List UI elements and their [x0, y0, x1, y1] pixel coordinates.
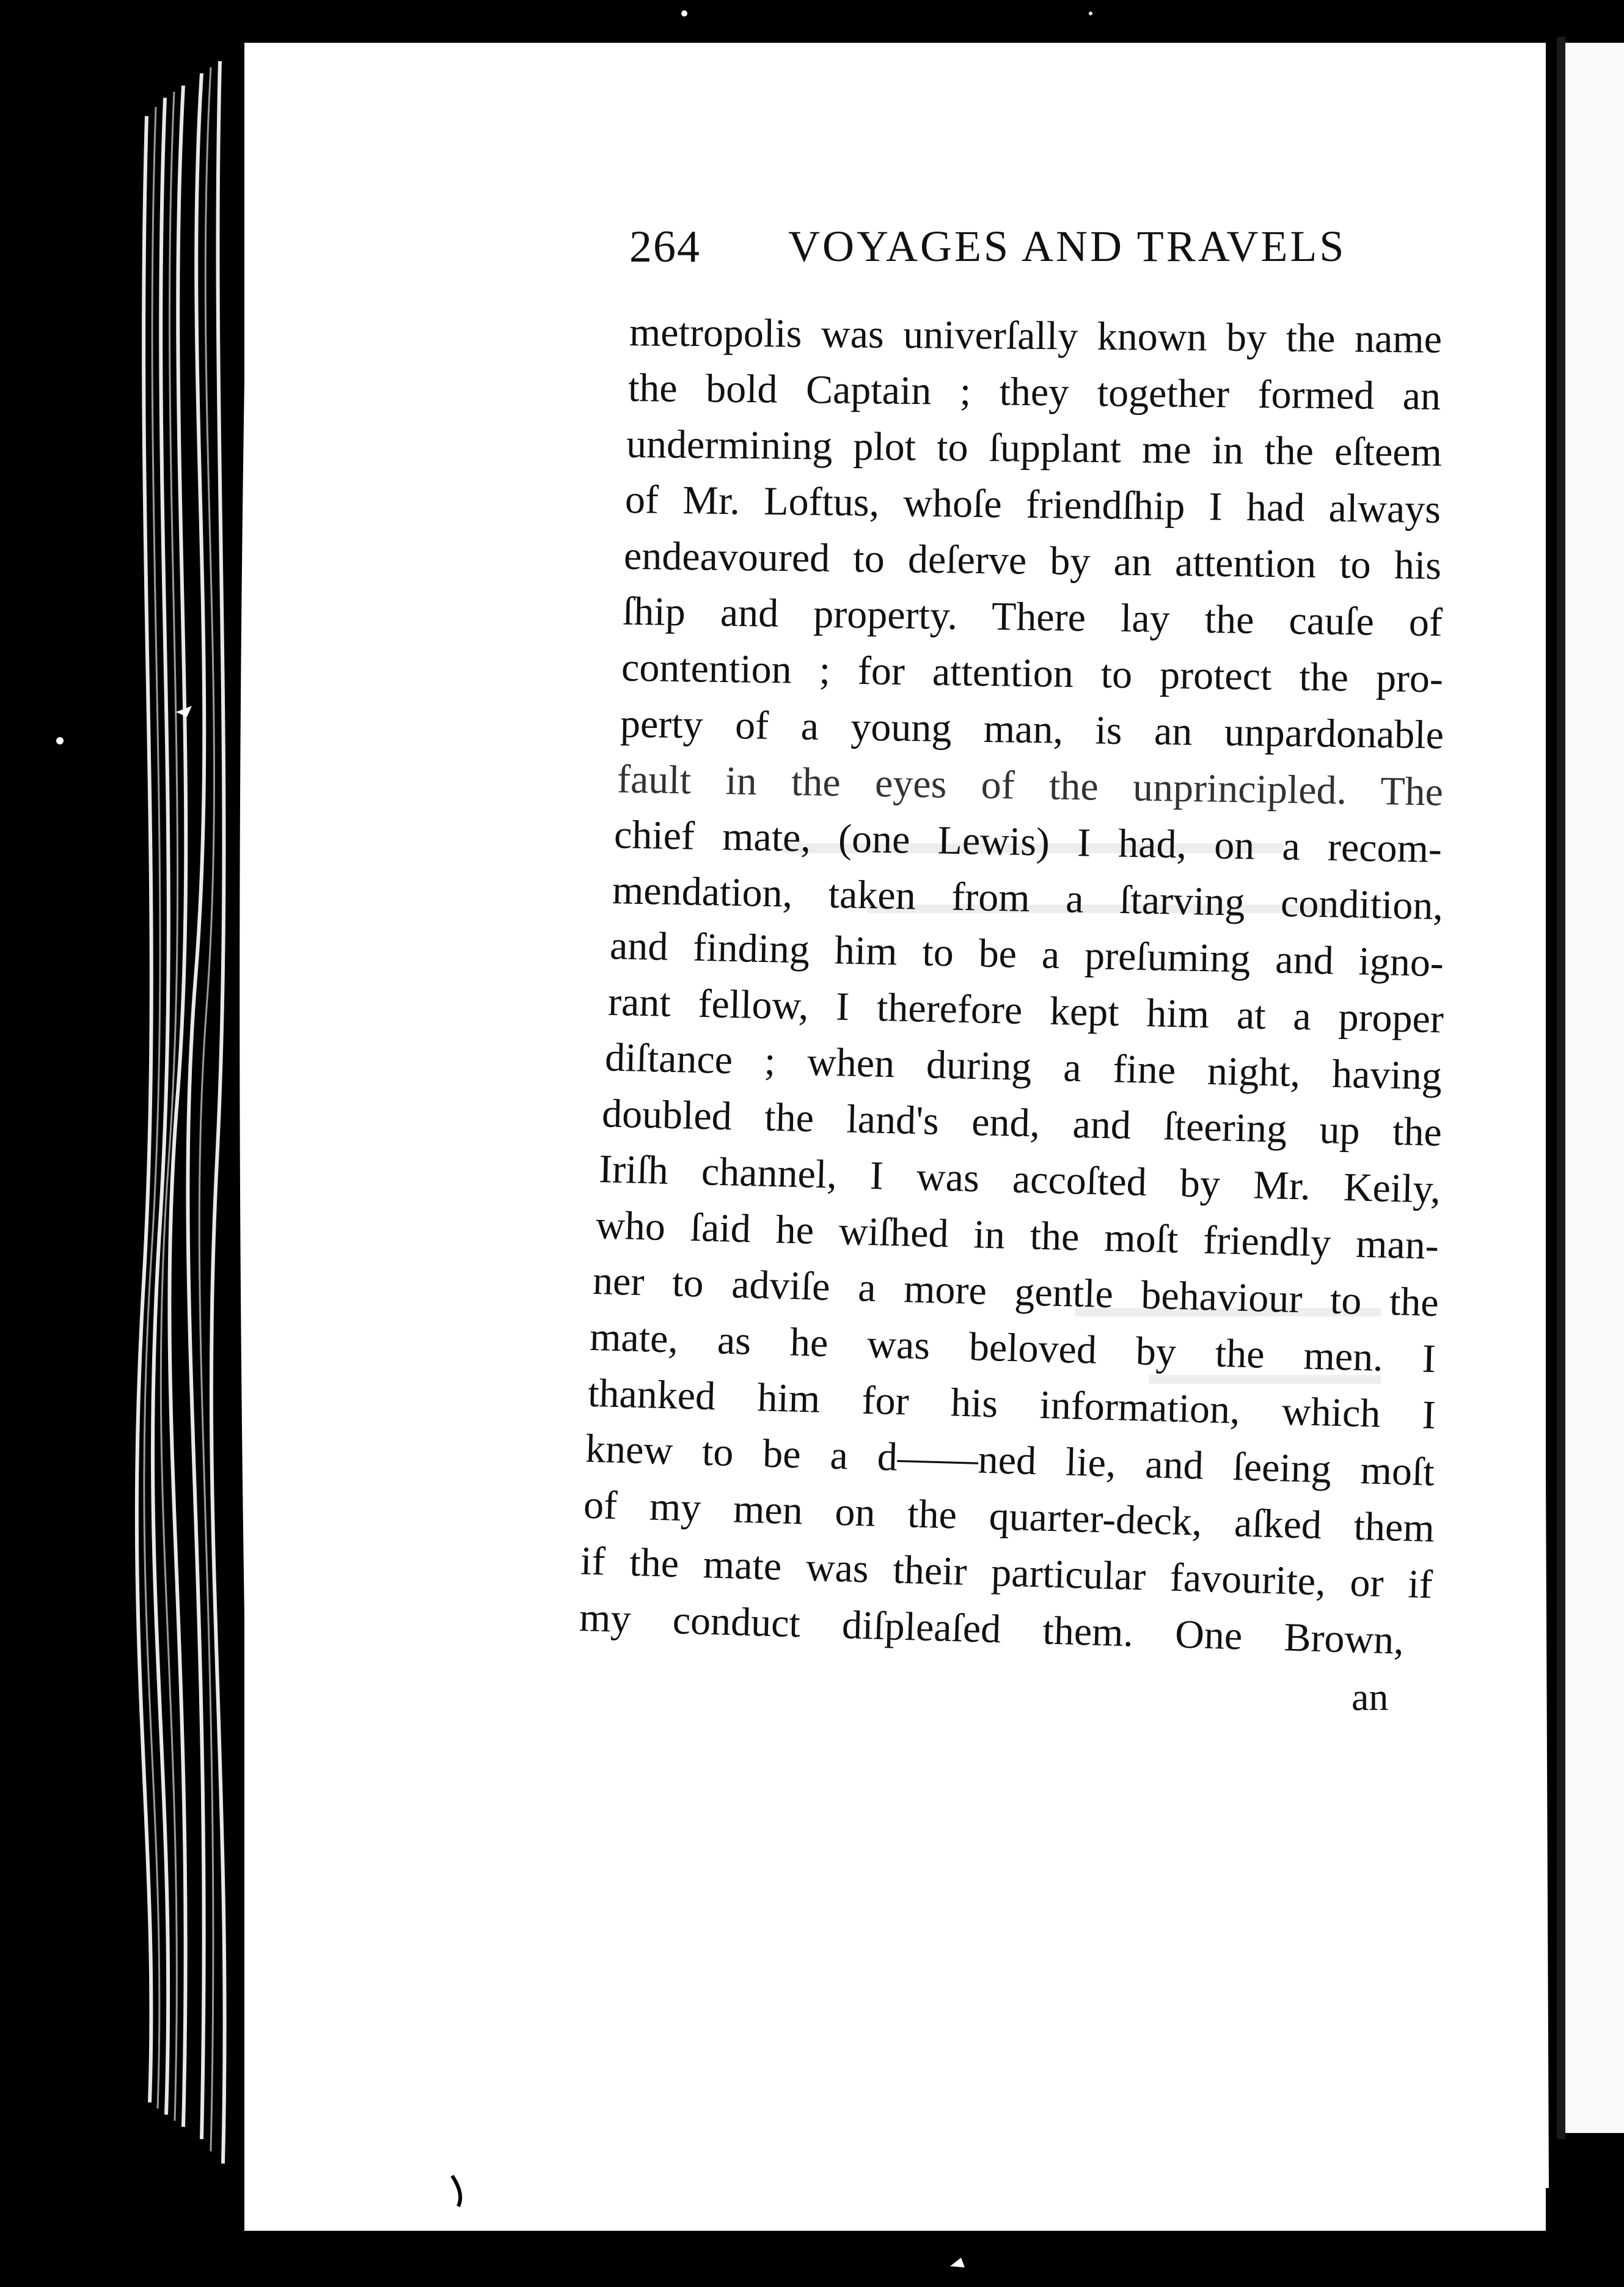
text-line: of my men on the quarter-deck, aſked them [583, 1482, 1435, 1551]
text-line: if the mate was their particular favourite, or if [580, 1538, 1433, 1607]
text-line: contention ; for attention to protect the pro- [621, 645, 1444, 702]
text-line: fault in the eyes of the unprincipled. The [616, 757, 1444, 815]
catchword: an [1352, 1675, 1389, 1719]
text-line: of Mr. Loftus, whoſe friendſhip I had always [624, 477, 1441, 532]
text-line: ner to adviſe a more gentle behaviour to the [592, 1258, 1439, 1326]
text-line: Iriſh channel, I was accoſted by Mr. Keily, [598, 1147, 1441, 1212]
text-line: undermining plot to ſupplant me in the eſteem [626, 422, 1443, 475]
text-line: my conduct diſpleaſed them. One Brown, [579, 1595, 1405, 1663]
text-line: metropolis was univerſally known by the name [629, 310, 1443, 362]
text-line: doubled the land's end, and ſteering up the [601, 1091, 1443, 1155]
text-line: thanked him for his information, which I [587, 1370, 1436, 1438]
text-line: knew to be a d——ned lie, and ſeeing moſt [585, 1426, 1435, 1495]
text-line: who ſaid he wiſhed in the moſt friendly man- [595, 1203, 1439, 1268]
text-line: and finding him to be a preſuming and igno- [609, 923, 1444, 986]
text-line: mendation, taken from a ſtarving condition, [612, 867, 1444, 929]
text-line: diſtance ; when during a fine night, having [604, 1035, 1443, 1099]
running-head: VOYAGES AND TRAVELS [788, 222, 1347, 271]
text-line: rant fellow, I therefore kept him at a proper [607, 979, 1444, 1042]
text-line: chief mate, (one Lewis) I had, on a recom- [613, 812, 1443, 872]
text-line: endeavoured to deſerve by an attention to his [623, 533, 1442, 589]
text-line: mate, as he was beloved by the men. I [589, 1314, 1436, 1382]
text-line: the bold Captain ; they together formed an [627, 365, 1441, 419]
text-line: perty of a young man, is an unpardonable [620, 701, 1444, 758]
page-header [629, 221, 1350, 288]
text-line: ſhip and property. There lay the cauſe of [622, 589, 1443, 645]
page-number: 264 [629, 222, 701, 272]
